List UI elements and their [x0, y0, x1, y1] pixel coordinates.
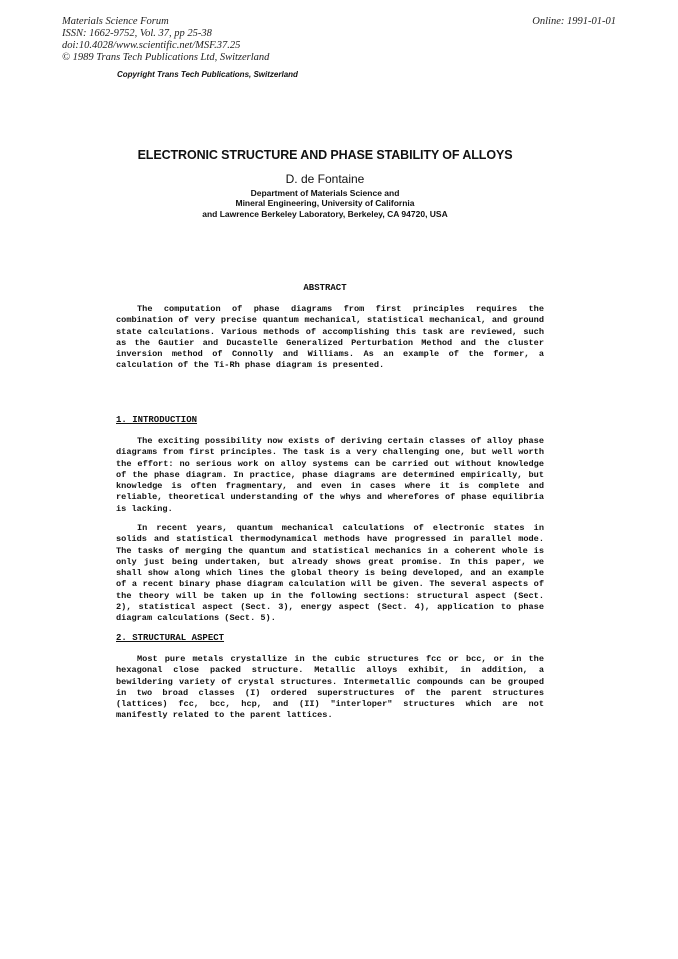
- journal-name: Materials Science Forum: [62, 16, 169, 27]
- author-name: D. de Fontaine: [285, 172, 365, 186]
- citation-header: [62, 16, 402, 64]
- section-heading-structural-aspect: 2. STRUCTURAL ASPECT: [116, 633, 225, 643]
- affiliation-line: Mineral Engineering, University of California: [235, 198, 415, 208]
- issn-line: ISSN: 1662-9752, Vol. 37, pp 25-38: [62, 28, 212, 39]
- publisher-line: © 1989 Trans Tech Publications Ltd, Switzerland: [62, 52, 270, 63]
- abstract-heading: ABSTRACT: [303, 283, 347, 293]
- doi-line: doi:10.4028/www.scientific.net/MSF.37.25: [62, 40, 241, 51]
- section-heading-introduction: 1. INTRODUCTION: [116, 415, 198, 425]
- body-paragraph: Most pure metals crystallize in the cubic structures fcc or bcc, or in the hexagonal close packed structure. Metallic alloys exhibit, in addition, a bewildering variety of crystal structures. Intermetallic compounds can be grouped in two broad classes (I) ordered superstructures of the parent structures (lattices) fcc, bcc, hcp, and (II) "interloper" structures which are not manifestly related to the parent lattices.: [116, 654, 544, 721]
- affiliation-line: and Lawrence Berkeley Laboratory, Berkeley, CA 94720, USA: [202, 209, 448, 219]
- online-date: Online: 1991-01-01: [532, 16, 616, 27]
- affiliation-line: Department of Materials Science and: [250, 188, 400, 198]
- body-paragraph: In recent years, quantum mechanical calculations of electronic states in solids and statistical thermodynamical methods have progressed in parallel mode. The tasks of merging the quantum and statistical mechanics in a coherent whole is only just being undertaken, but already shows great promise. In this paper, we shall show along which lines the global theory is being developed, and an example of a recent binary phase diagram calculation will be given. The several aspects of the theory will be taken up in the following sections: structural aspect (Sect. 2), statistical aspect (Sect. 3), energy aspect (Sect. 4), application to phase diagram calculations (Sect. 5).: [116, 523, 544, 624]
- copyright-notice: Copyright Trans Tech Publications, Switzerland: [117, 70, 298, 79]
- paper-title: ELECTRONIC STRUCTURE AND PHASE STABILITY OF ALLOYS: [137, 148, 513, 162]
- abstract-text: The computation of phase diagrams from first principles requires the combination of very precise quantum mechanical, statistical mechanical, and ground state calculations. Various methods of accomplishing this task are reviewed, such as the Gautier and Ducastelle Generalized Perturbation Method and the cluster inversion method of Connolly and Williams. As an example of the former, a calculation of the Ti-Rh phase diagram is presented.: [116, 304, 544, 371]
- body-paragraph: The exciting possibility now exists of deriving certain classes of alloy phase diagrams from first principles. The task is a very challenging one, but well worth the effort: no serious work on alloy systems can be carried out without knowledge of the phase diagram. In practice, phase diagrams are determined empirically, but knowledge is often fragmentary, and even in cases where it is complete and reliable, theoretical understanding of the whys and wherefores of phase equilibria is lacking.: [116, 436, 544, 514]
